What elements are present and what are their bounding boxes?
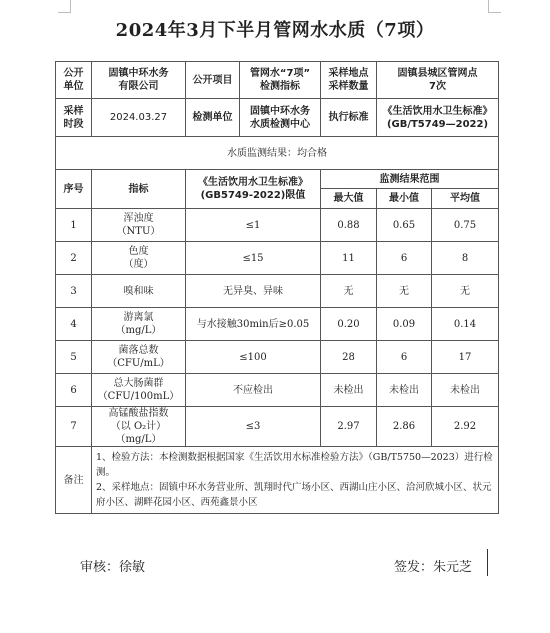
row-indicator: 浑浊度 （NTU） bbox=[92, 209, 186, 242]
col-min: 最小值 bbox=[377, 189, 432, 209]
project-label: 公开项目 bbox=[186, 62, 240, 99]
reviewer: 审核：徐敏 bbox=[80, 560, 146, 575]
row-number: 6 bbox=[56, 374, 92, 407]
notes-content bbox=[92, 447, 499, 514]
row-number: 2 bbox=[56, 242, 92, 275]
row-indicator: 高锰酸盐指数 （以 O₂计） （mg/L） bbox=[92, 407, 186, 447]
row-avg: 2.92 bbox=[432, 407, 499, 447]
row-indicator: 菌落总数 （CFU/mL） bbox=[92, 341, 186, 374]
row-limit: 与水接触30min后≥0.05 bbox=[186, 308, 321, 341]
row-max: 11 bbox=[321, 242, 377, 275]
row-avg: 0.75 bbox=[432, 209, 499, 242]
page-title: 2024年3月下半月管网水水质（7项） bbox=[115, 20, 435, 41]
publisher-label: 公开 单位 bbox=[56, 62, 92, 99]
col-no: 序号 bbox=[56, 170, 92, 209]
table-row bbox=[56, 341, 499, 374]
row-max: 2.97 bbox=[321, 407, 377, 447]
data-rows bbox=[56, 209, 499, 447]
row-max: 无 bbox=[321, 275, 377, 308]
row-limit: 无异臭、异味 bbox=[186, 275, 321, 308]
row-avg: 17 bbox=[432, 341, 499, 374]
row-indicator: 色度 （度） bbox=[92, 242, 186, 275]
note-line-1: 1、检验方法：本检测数据根据国家《生活饮用水标准检验方法》（GB/T5750—2023）进行检测。 bbox=[96, 452, 493, 478]
notes-row bbox=[56, 447, 499, 514]
crop-mark-top-right bbox=[488, 0, 501, 13]
summary-text: 水质监测结果：均合格 bbox=[56, 137, 499, 170]
crop-mark-top-left bbox=[58, 0, 71, 13]
table-row bbox=[56, 374, 499, 407]
col-limit: 《生活饮用水卫生标准》 (GB5749-2022)限值 bbox=[186, 170, 321, 209]
note-line-2: 2、采样地点：固镇中环水务营业所、凯翔时代广场小区、西湖山庄小区、洽河欣城小区、状元府小区、湖畔花园小区、西苑鑫景小区 bbox=[96, 482, 492, 508]
col-avg: 平均值 bbox=[432, 189, 499, 209]
standard-value: 《生活饮用水卫生标准》 (GB/T5749—2022) bbox=[377, 99, 499, 137]
row-indicator: 嗅和味 bbox=[92, 275, 186, 308]
time-value: 2024.03.27 bbox=[92, 99, 186, 137]
sampling-value: 固镇县城区管网点 7次 bbox=[377, 62, 499, 99]
info-row-1 bbox=[56, 62, 499, 99]
col-indicator: 指标 bbox=[92, 170, 186, 209]
row-avg: 0.14 bbox=[432, 308, 499, 341]
row-min: 0.65 bbox=[377, 209, 432, 242]
agency-label: 检测单位 bbox=[186, 99, 240, 137]
row-number: 5 bbox=[56, 341, 92, 374]
table-row bbox=[56, 308, 499, 341]
notes-label: 备注 bbox=[56, 447, 92, 514]
row-indicator: 游离氯 （mg/L） bbox=[92, 308, 186, 341]
standard-label: 执行标准 bbox=[321, 99, 377, 137]
row-limit: ≤3 bbox=[186, 407, 321, 447]
row-avg: 未检出 bbox=[432, 374, 499, 407]
row-max: 0.20 bbox=[321, 308, 377, 341]
row-limit: 不应检出 bbox=[186, 374, 321, 407]
row-min: 2.86 bbox=[377, 407, 432, 447]
header-row-1 bbox=[56, 170, 499, 189]
row-limit: ≤100 bbox=[186, 341, 321, 374]
row-avg: 无 bbox=[432, 275, 499, 308]
project-value: 管网水“7项” 检测指标 bbox=[240, 62, 321, 99]
row-number: 4 bbox=[56, 308, 92, 341]
publisher-value: 固镇中环水务 有限公司 bbox=[92, 62, 186, 99]
table-row bbox=[56, 275, 499, 308]
row-avg: 8 bbox=[432, 242, 499, 275]
col-max: 最大值 bbox=[321, 189, 377, 209]
row-indicator: 总大肠菌群 （CFU/100mL） bbox=[92, 374, 186, 407]
row-min: 无 bbox=[377, 275, 432, 308]
row-min: 0.09 bbox=[377, 308, 432, 341]
water-quality-table bbox=[55, 61, 499, 514]
agency-value: 固镇中环水务 水质检测中心 bbox=[240, 99, 321, 137]
row-number: 1 bbox=[56, 209, 92, 242]
row-max: 未检出 bbox=[321, 374, 377, 407]
row-number: 3 bbox=[56, 275, 92, 308]
table-row bbox=[56, 209, 499, 242]
row-max: 28 bbox=[321, 341, 377, 374]
info-row-2 bbox=[56, 99, 499, 137]
row-limit: ≤1 bbox=[186, 209, 321, 242]
row-min: 6 bbox=[377, 242, 432, 275]
col-range: 监测结果范围 bbox=[321, 170, 499, 189]
row-number: 7 bbox=[56, 407, 92, 447]
text-cursor bbox=[487, 549, 488, 576]
row-max: 0.88 bbox=[321, 209, 377, 242]
summary-row bbox=[56, 137, 499, 170]
row-min: 6 bbox=[377, 341, 432, 374]
row-limit: ≤15 bbox=[186, 242, 321, 275]
sampling-label: 采样地点 采样数量 bbox=[321, 62, 377, 99]
time-label: 采样 时段 bbox=[56, 99, 92, 137]
signer: 签发：朱元芝 bbox=[394, 560, 473, 575]
row-min: 未检出 bbox=[377, 374, 432, 407]
table-row bbox=[56, 242, 499, 275]
table-row bbox=[56, 407, 499, 447]
